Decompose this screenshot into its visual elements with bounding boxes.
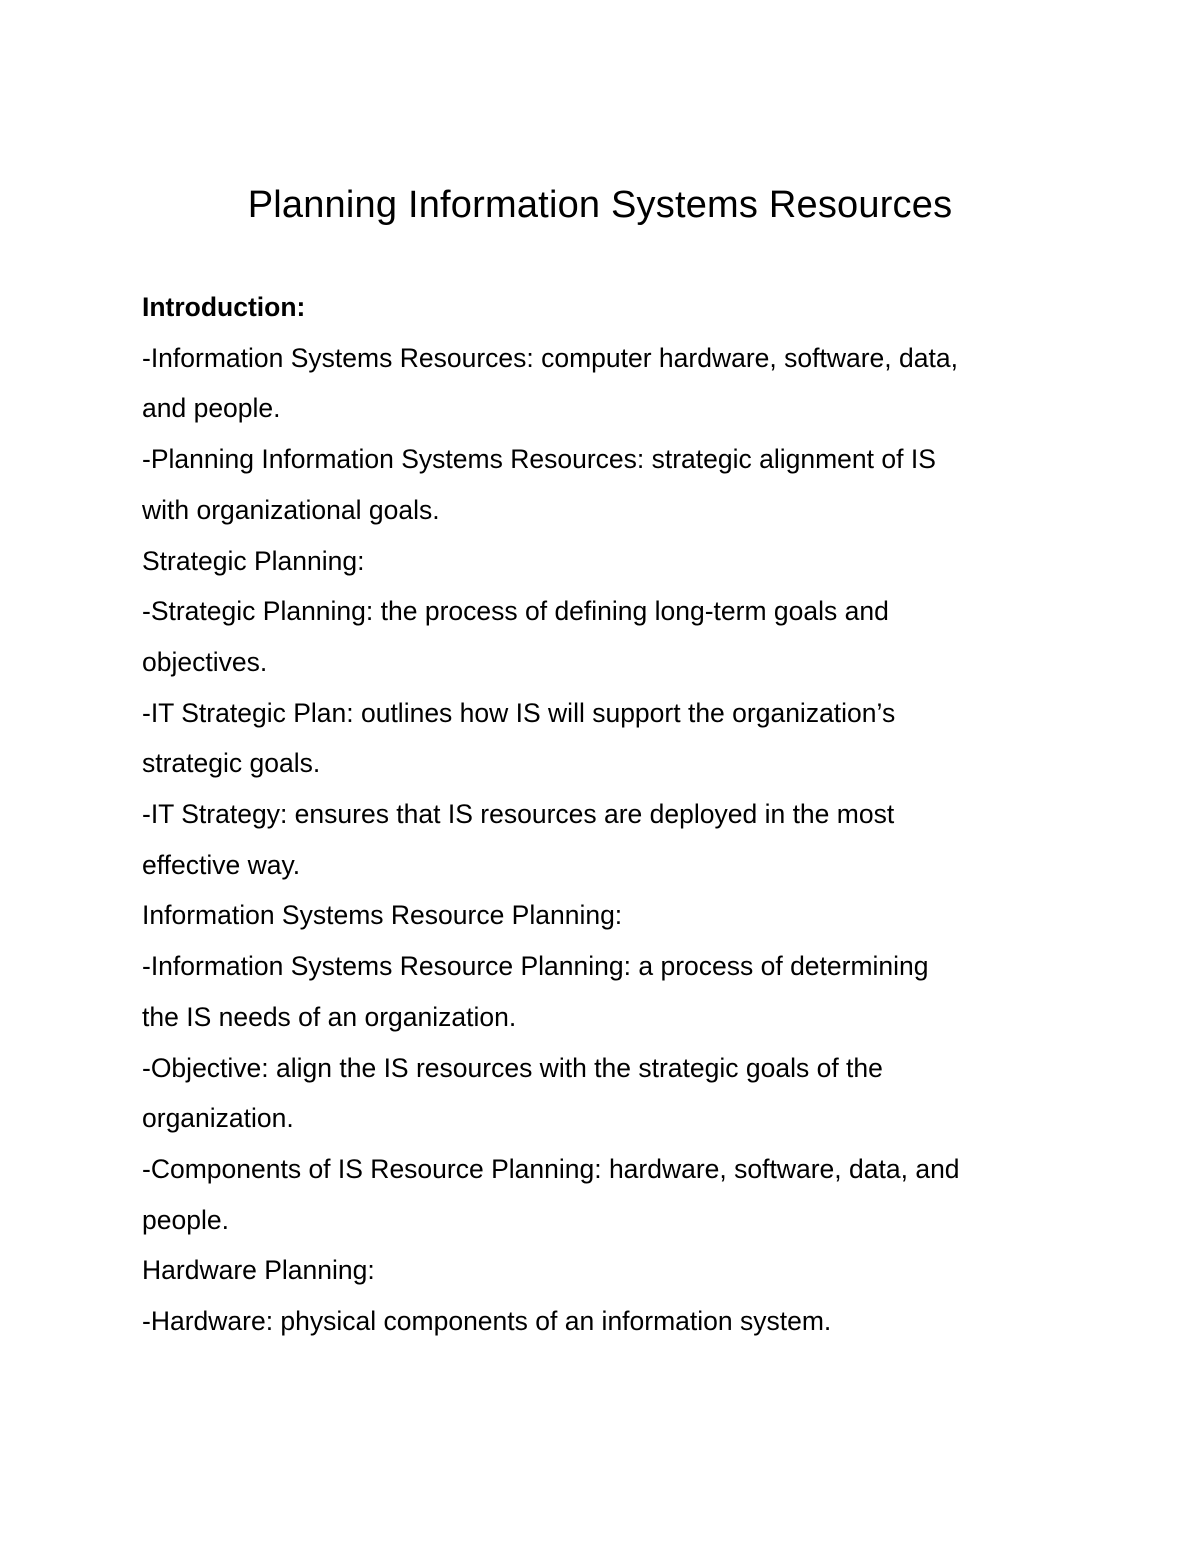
body-line: and people. — [142, 393, 281, 424]
body-line: -IT Strategic Plan: outlines how IS will support the organization’s — [142, 697, 896, 728]
body-line: -Planning Information Systems Resources: strategic alignment of IS — [142, 444, 936, 475]
body-line: Information Systems Resource Planning: — [142, 900, 623, 931]
body-line: with organizational goals. — [142, 494, 440, 525]
body-line: -Objective: align the IS resources with the strategic goals of the — [142, 1052, 883, 1083]
document-body — [142, 282, 1072, 1347]
body-line: effective way. — [142, 849, 301, 880]
body-line: -Information Systems Resources: computer hardware, software, data, — [142, 342, 958, 373]
body-line: organization. — [142, 1103, 294, 1134]
body-line: people. — [142, 1204, 229, 1235]
body-line: -IT Strategy: ensures that IS resources are deployed in the most — [142, 799, 895, 830]
document-title: Planning Information Systems Resources — [247, 184, 953, 226]
body-line: Strategic Planning: — [142, 545, 365, 576]
body-line: objectives. — [142, 646, 268, 677]
body-line: the IS needs of an organization. — [142, 1001, 517, 1032]
body-line: Hardware Planning: — [142, 1255, 375, 1286]
body-line: -Strategic Planning: the process of defining long-term goals and — [142, 596, 889, 627]
body-line: -Hardware: physical components of an information system. — [142, 1306, 832, 1337]
body-line: strategic goals. — [142, 748, 321, 779]
section-heading: Introduction: — [142, 292, 306, 322]
body-line: -Components of IS Resource Planning: hardware, software, data, and — [142, 1153, 960, 1184]
body-line: -Information Systems Resource Planning: a process of determining — [142, 951, 929, 982]
